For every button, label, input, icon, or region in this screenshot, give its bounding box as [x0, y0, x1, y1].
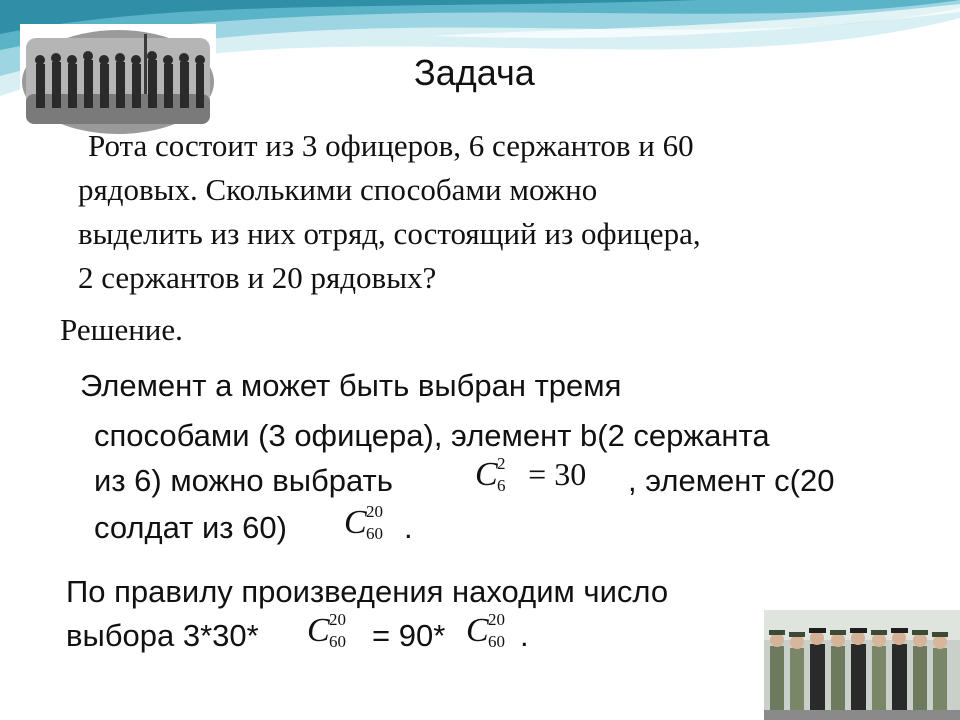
conclusion-text: выбора 3*30* [66, 618, 259, 653]
problem-line: Рота состоит из 3 офицеров, 6 сержантов и 60 [88, 128, 694, 163]
solution-text: , элемент c(20 [628, 463, 835, 498]
solution-line: Элемент а может быть выбран тремя [80, 368, 622, 403]
conclusion-text: . [520, 618, 529, 653]
formula-letter: C [475, 456, 498, 493]
solution-line: способами (3 офицера), элемент b(2 сержанта [94, 418, 770, 453]
slide-title: Задача [414, 52, 535, 93]
formula-superscript: 20 [329, 610, 346, 629]
formula-c-60-20 [307, 610, 346, 651]
solution-label: Решение. [60, 312, 183, 347]
problem-line: 2 сержантов и 20 рядовых? [78, 260, 437, 295]
formula-letter: C [466, 612, 489, 649]
formula-subscript: 60 [366, 524, 383, 543]
formula-superscript: 20 [366, 502, 383, 521]
soldiers-parade-photo [764, 610, 960, 720]
formula-c-6-2 [475, 456, 586, 494]
formula-subscript: 6 [497, 476, 506, 495]
solution-text: солдат из 60) [94, 510, 287, 545]
formula-superscript: 2 [497, 454, 506, 473]
formula-c-60-20 [466, 610, 505, 651]
formula-subscript: 60 [488, 632, 505, 651]
problem-line: рядовых. Сколькими способами можно [78, 172, 598, 207]
formula-letter: C [344, 504, 367, 541]
soldiers-formation-photo [20, 24, 216, 136]
problem-statement [78, 124, 898, 300]
solution-line-3 [94, 463, 393, 499]
formula-letter: C [307, 612, 330, 649]
conclusion-line: По правилу произведения находим число [66, 574, 669, 609]
solution-text: . [404, 510, 413, 545]
formula-c-60-20 [344, 502, 383, 543]
formula-subscript: 60 [329, 632, 346, 651]
conclusion-text: = 90* [372, 618, 446, 653]
problem-line: выделить из них отряд, состоящий из офицера, [78, 216, 701, 251]
formula-result: = 30 [528, 456, 587, 492]
formula-superscript: 20 [488, 610, 505, 629]
solution-text: из 6) можно выбрать [94, 463, 393, 498]
